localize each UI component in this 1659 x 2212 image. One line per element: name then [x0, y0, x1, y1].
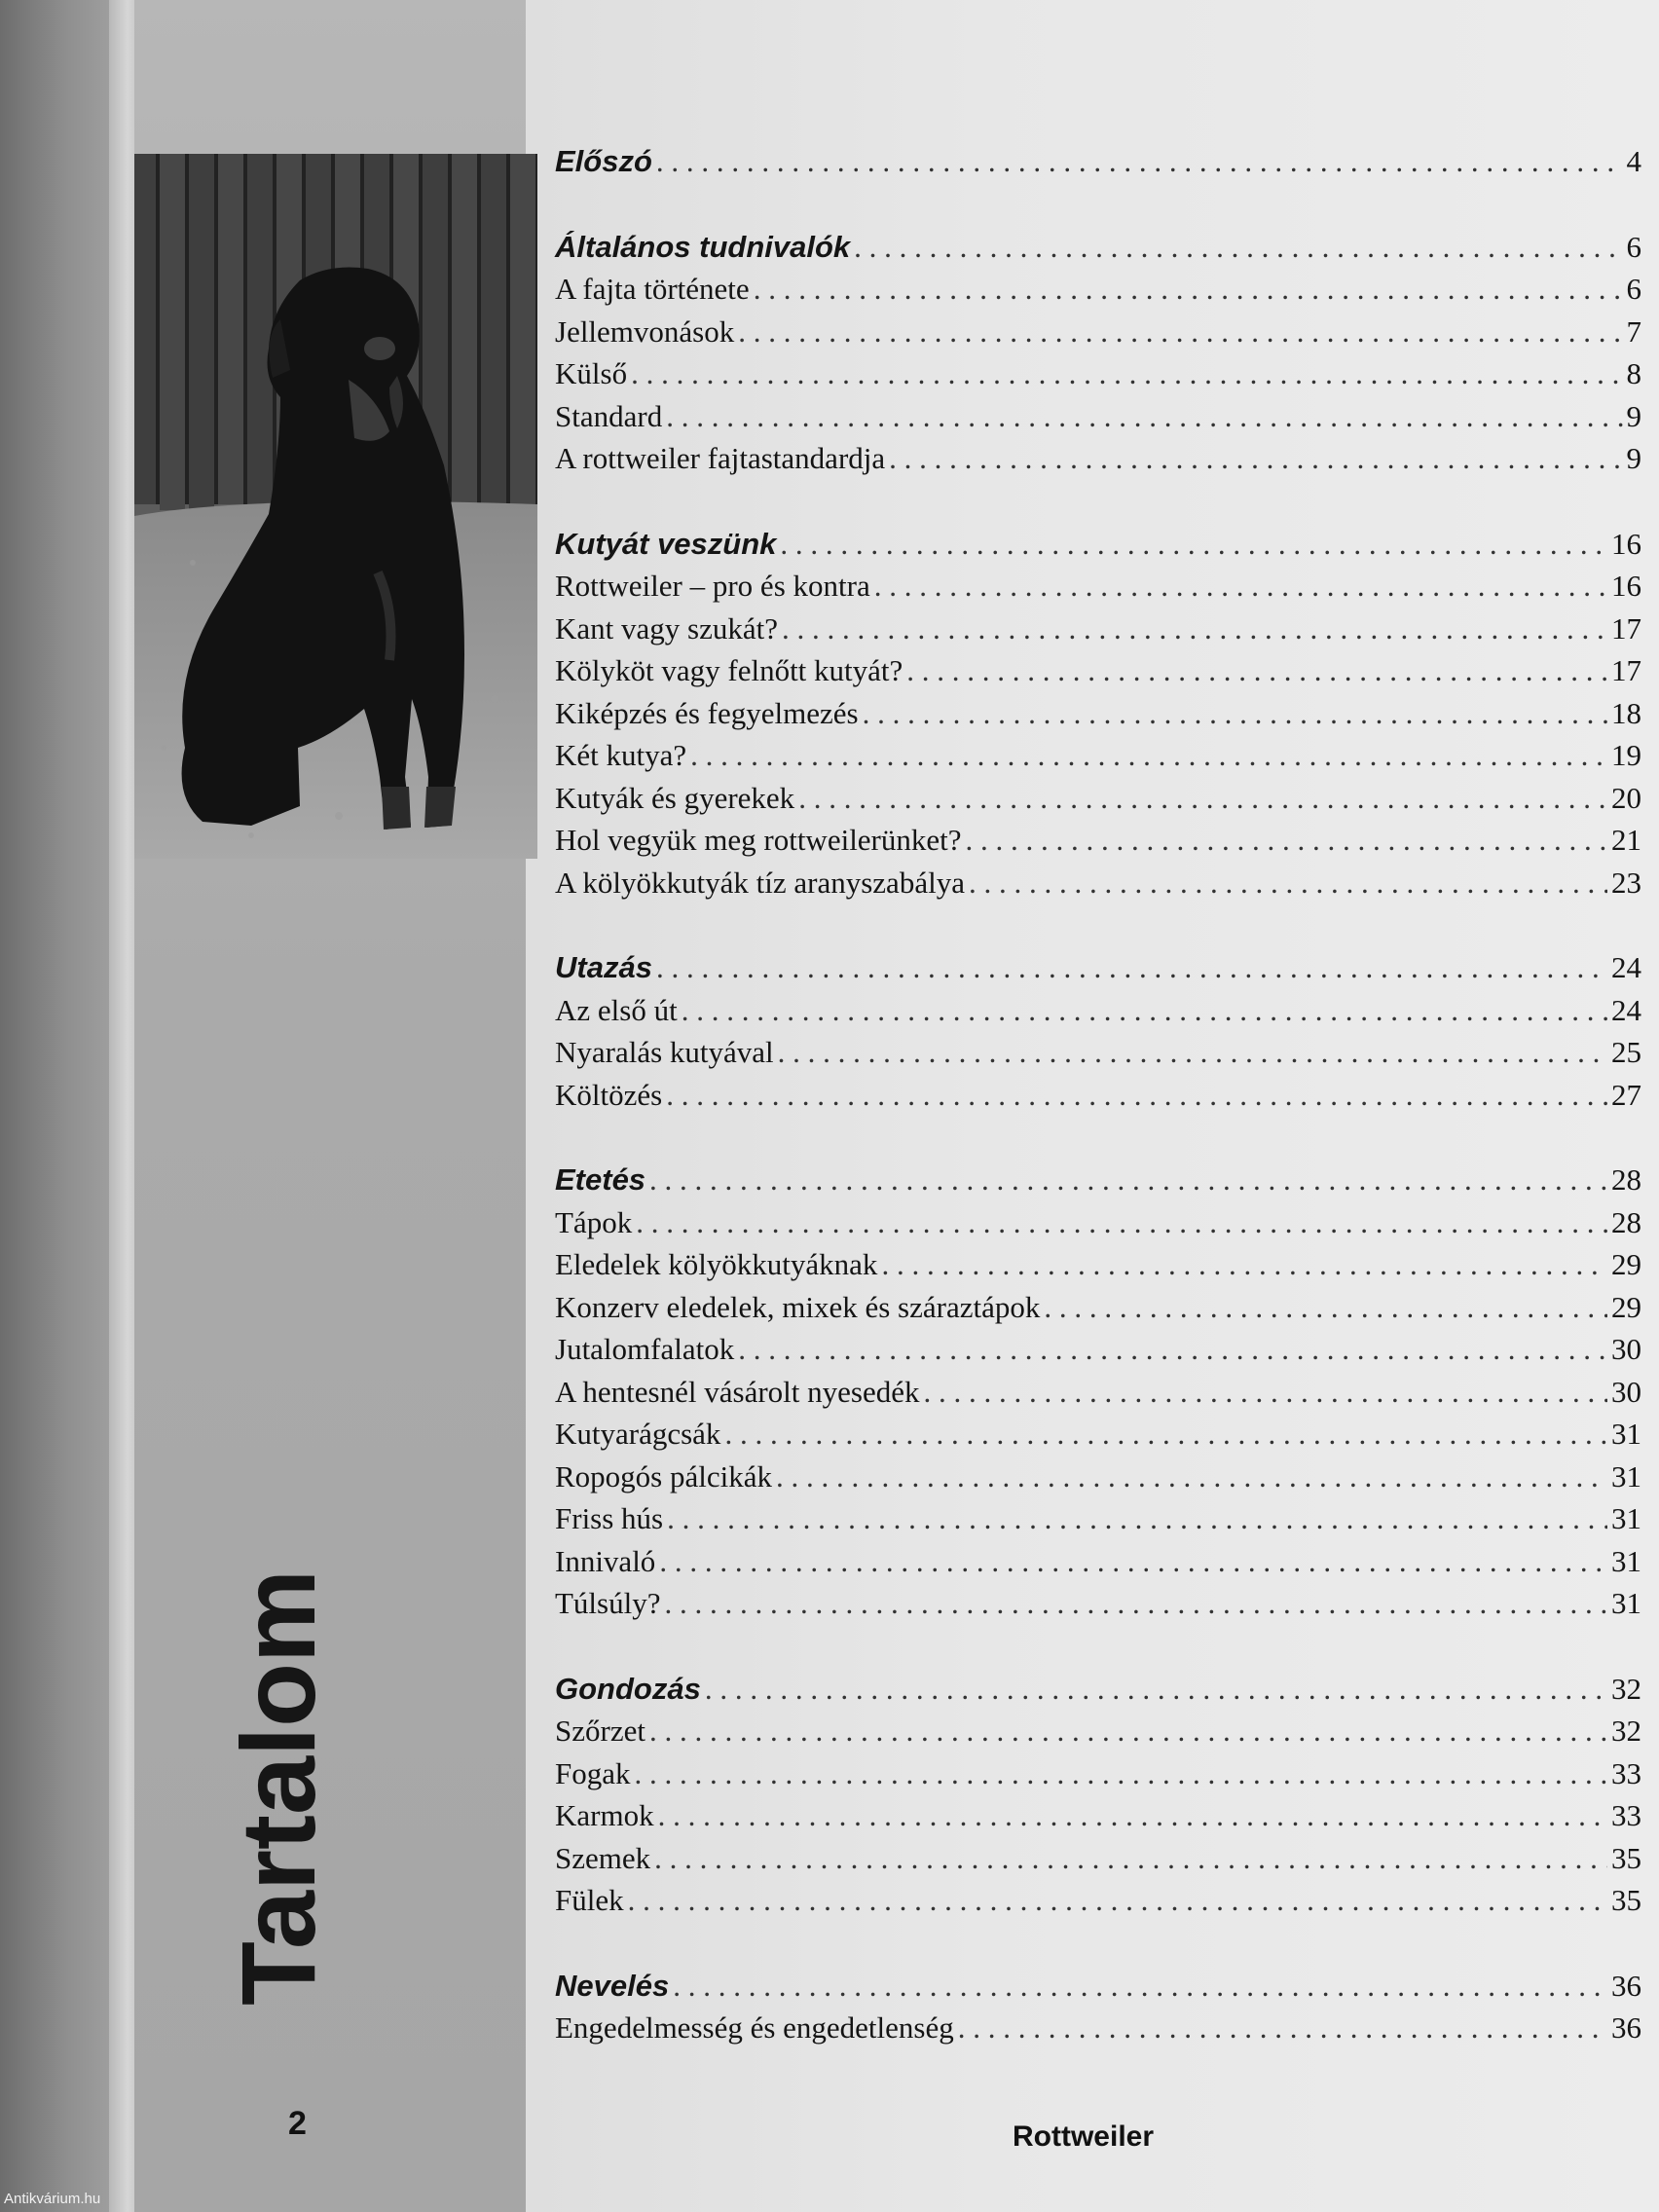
toc-section [555, 527, 1641, 908]
toc-page-number: 18 [1611, 695, 1641, 730]
sidebar-title: Tartalom [219, 1568, 337, 2006]
dot-leader [754, 272, 1623, 307]
toc-entry-label: Kutyák és gyerekek [555, 780, 795, 815]
toc-section [555, 230, 1641, 484]
dot-leader [874, 569, 1607, 604]
toc-page-number: 6 [1626, 229, 1641, 264]
toc-entry-label: Friss hús [555, 1501, 664, 1535]
toc-page-number: 31 [1611, 1543, 1641, 1578]
toc-entry [555, 1290, 1641, 1333]
toc-page-number: 9 [1626, 441, 1641, 475]
toc-page-number: 23 [1611, 865, 1641, 900]
toc-entry [555, 314, 1641, 357]
toc-entry [555, 1798, 1641, 1841]
fence-post [247, 154, 273, 510]
toc-page-number: 4 [1626, 144, 1641, 178]
fence-post [452, 154, 477, 516]
toc-page-number: 7 [1626, 313, 1641, 349]
toc-section [555, 1672, 1641, 1926]
book-title: Rottweiler [1013, 2120, 1155, 2153]
toc-entry-label: Kant vagy szukát? [555, 610, 778, 645]
toc-page-number: 8 [1626, 356, 1641, 390]
toc-page-number: 32 [1611, 1671, 1641, 1706]
toc-entry-label: Jutalomfalatok [555, 1332, 735, 1366]
toc-entry-label: Nyaralás kutyával [555, 1035, 774, 1069]
fence-post [510, 154, 535, 510]
dot-leader [635, 1756, 1608, 1791]
toc-entry-label: Kutyarágcsák [555, 1417, 721, 1451]
toc-page-number: 31 [1611, 1586, 1641, 1620]
toc-section [555, 950, 1641, 1120]
toc-page-number: 17 [1611, 610, 1641, 645]
toc-entry [555, 781, 1641, 824]
toc-entry-label: Konzerv eledelek, mixek és száraztápok [555, 1289, 1041, 1324]
toc-heading [555, 1162, 1641, 1205]
dot-leader [658, 1798, 1607, 1833]
toc-entry [555, 1586, 1641, 1629]
page-number: 2 [288, 2105, 307, 2142]
dot-leader [649, 1162, 1607, 1198]
toc-entry [555, 356, 1641, 399]
toc-page-number: 27 [1611, 1077, 1641, 1112]
fence-post [189, 154, 214, 516]
toc-entry [555, 399, 1641, 442]
toc-page-number: 30 [1611, 1332, 1641, 1366]
fence-gap [214, 154, 218, 504]
dot-leader [705, 1672, 1607, 1707]
toc-page-number: 20 [1611, 780, 1641, 815]
toc-entry [555, 1332, 1641, 1375]
dot-leader [854, 230, 1622, 265]
toc-entry-label: A hentesnél vásárolt nyesedék [555, 1374, 920, 1409]
dot-leader [631, 356, 1622, 391]
toc-entry [555, 1247, 1641, 1290]
toc-page-number: 28 [1611, 1204, 1641, 1239]
toc-entry [555, 1205, 1641, 1248]
toc-entry-label: A rottweiler fajtastandardja [555, 441, 886, 475]
toc-heading-label: Utazás [555, 950, 652, 984]
dot-leader [656, 950, 1607, 985]
toc-section [555, 144, 1641, 187]
dot-leader [649, 1714, 1607, 1749]
dot-leader [724, 1417, 1607, 1452]
fence-gap [448, 154, 452, 504]
toc-heading-label: Nevelés [555, 1968, 670, 2003]
dot-leader [666, 1078, 1607, 1113]
dot-leader [738, 1332, 1607, 1367]
toc-page-number: 33 [1611, 1798, 1641, 1832]
rottweiler-photo [134, 154, 537, 859]
dot-leader [958, 2010, 1607, 2046]
toc-heading [555, 144, 1641, 187]
toc-page-number: 19 [1611, 738, 1641, 772]
toc-entry [555, 1078, 1641, 1121]
toc-page-number: 9 [1626, 398, 1641, 433]
toc-entry-label: Karmok [555, 1798, 654, 1832]
toc-entry [555, 441, 1641, 484]
toc-page-number: 28 [1611, 1162, 1641, 1197]
toc-entry-label: A fajta története [555, 272, 750, 306]
toc-page-number: 16 [1611, 526, 1641, 561]
toc-entry [555, 1035, 1641, 1078]
toc-entry [555, 738, 1641, 781]
dot-leader [780, 527, 1607, 562]
fence-post [160, 154, 185, 510]
toc-entry-label: Kiképzés és fegyelmezés [555, 695, 859, 730]
dot-leader [666, 399, 1622, 434]
toc-page-number: 21 [1611, 823, 1641, 857]
fence-gap [185, 154, 189, 504]
toc-entry [555, 1544, 1641, 1587]
toc-entry [555, 1841, 1641, 1884]
toc-entry-label: Eledelek kölyökkutyáknak [555, 1247, 878, 1281]
book-binding [0, 0, 122, 2212]
toc-entry [555, 866, 1641, 908]
toc-entry-label: Külső [555, 356, 628, 390]
toc-page-number: 31 [1611, 1417, 1641, 1451]
toc-heading [555, 950, 1641, 993]
dot-leader [659, 1544, 1607, 1579]
toc-entry [555, 696, 1641, 739]
dot-leader [667, 1501, 1607, 1536]
dot-leader [628, 1883, 1607, 1918]
toc-heading-label: Kutyát veszünk [555, 526, 777, 561]
toc-page-number: 17 [1611, 653, 1641, 687]
toc-page-number: 29 [1611, 1247, 1641, 1281]
dot-leader [798, 781, 1607, 816]
toc-heading-label: Általános tudnivalók [555, 229, 851, 264]
dot-leader [690, 738, 1607, 773]
dot-leader [969, 866, 1607, 901]
toc-entry-label: Jellemvonások [555, 313, 735, 349]
toc-heading-label: Előszó [555, 144, 652, 178]
dog-image [134, 154, 537, 859]
table-of-contents [555, 144, 1641, 2096]
toc-entry-label: Az első út [555, 992, 678, 1027]
toc-page-number: 31 [1611, 1501, 1641, 1535]
toc-entry [555, 272, 1641, 314]
toc-entry [555, 823, 1641, 866]
dot-leader [923, 1375, 1607, 1410]
dot-leader [881, 1247, 1607, 1282]
toc-entry [555, 1883, 1641, 1926]
toc-entry [555, 1459, 1641, 1502]
dot-leader [776, 1459, 1607, 1494]
dot-leader [1044, 1290, 1607, 1325]
toc-entry [555, 569, 1641, 611]
dot-leader [656, 144, 1623, 179]
toc-page-number: 35 [1611, 1883, 1641, 1917]
toc-entry-label: A kölyökkutyák tíz aranyszabálya [555, 865, 965, 900]
dot-leader [738, 314, 1622, 350]
toc-entry [555, 1417, 1641, 1459]
toc-heading [555, 1672, 1641, 1714]
fence-post [481, 154, 506, 504]
toc-entry [555, 1756, 1641, 1799]
toc-entry-label: Fülek [555, 1883, 624, 1917]
toc-entry-label: Fogak [555, 1755, 631, 1790]
toc-entry-label: Tápok [555, 1204, 633, 1239]
toc-entry-label: Kölyköt vagy felnőtt kutyát? [555, 653, 903, 687]
toc-heading-label: Gondozás [555, 1671, 701, 1706]
toc-entry-label: Két kutya? [555, 738, 687, 772]
dot-leader [782, 611, 1607, 646]
toc-page-number: 36 [1611, 2010, 1641, 2045]
toc-page-number: 24 [1611, 950, 1641, 984]
toc-heading [555, 527, 1641, 570]
toc-entry-label: Standard [555, 398, 663, 433]
toc-entry [555, 611, 1641, 654]
dot-leader [778, 1035, 1607, 1070]
dot-leader [966, 823, 1607, 858]
fence-gap [535, 154, 537, 504]
toc-heading [555, 1969, 1641, 2011]
toc-entry-label: Költözés [555, 1077, 663, 1112]
toc-heading-label: Etetés [555, 1162, 646, 1197]
toc-entry [555, 2010, 1641, 2053]
toc-page-number: 33 [1611, 1755, 1641, 1790]
toc-entry [555, 1375, 1641, 1418]
toc-entry [555, 1501, 1641, 1544]
toc-page-number: 29 [1611, 1289, 1641, 1324]
fence-gap [156, 154, 160, 504]
toc-entry-label: Rottweiler – pro és kontra [555, 569, 870, 603]
toc-entry [555, 653, 1641, 696]
dot-leader [665, 1586, 1608, 1621]
toc-entry-label: Hol vegyük meg rottweilerünket? [555, 823, 962, 857]
toc-entry-label: Szemek [555, 1840, 651, 1875]
toc-page-number: 36 [1611, 1968, 1641, 2003]
toc-page-number: 24 [1611, 992, 1641, 1027]
toc-section [555, 1969, 1641, 2053]
dot-leader [889, 441, 1622, 476]
toc-page-number: 35 [1611, 1840, 1641, 1875]
dot-leader [863, 696, 1607, 731]
toc-page-number: 16 [1611, 569, 1641, 603]
toc-page-number: 6 [1626, 272, 1641, 306]
dot-leader [673, 1969, 1607, 2004]
toc-entry [555, 1714, 1641, 1756]
toc-entry-label: Engedelmesség és engedetlenség [555, 2010, 954, 2045]
toc-entry-label: Túlsúly? [555, 1586, 661, 1620]
fence-gap [243, 154, 247, 504]
toc-entry-label: Innivaló [555, 1543, 656, 1578]
toc-page-number: 32 [1611, 1714, 1641, 1748]
fence-post [218, 154, 243, 504]
toc-heading [555, 230, 1641, 273]
watermark: Antikvárium.hu [4, 2191, 101, 2207]
toc-entry-label: Ropogós pálcikák [555, 1458, 772, 1493]
dot-leader [906, 653, 1607, 688]
dot-leader [682, 993, 1607, 1028]
toc-page-number: 31 [1611, 1458, 1641, 1493]
fence-post [134, 154, 156, 504]
toc-page-number: 25 [1611, 1035, 1641, 1069]
toc-entry [555, 993, 1641, 1036]
dot-leader [636, 1205, 1607, 1240]
dot-leader [654, 1841, 1607, 1876]
toc-page-number: 30 [1611, 1374, 1641, 1409]
fence-gap [477, 154, 481, 504]
toc-entry-label: Szőrzet [555, 1714, 645, 1748]
toc-section [555, 1162, 1641, 1629]
fence-gap [506, 154, 510, 504]
